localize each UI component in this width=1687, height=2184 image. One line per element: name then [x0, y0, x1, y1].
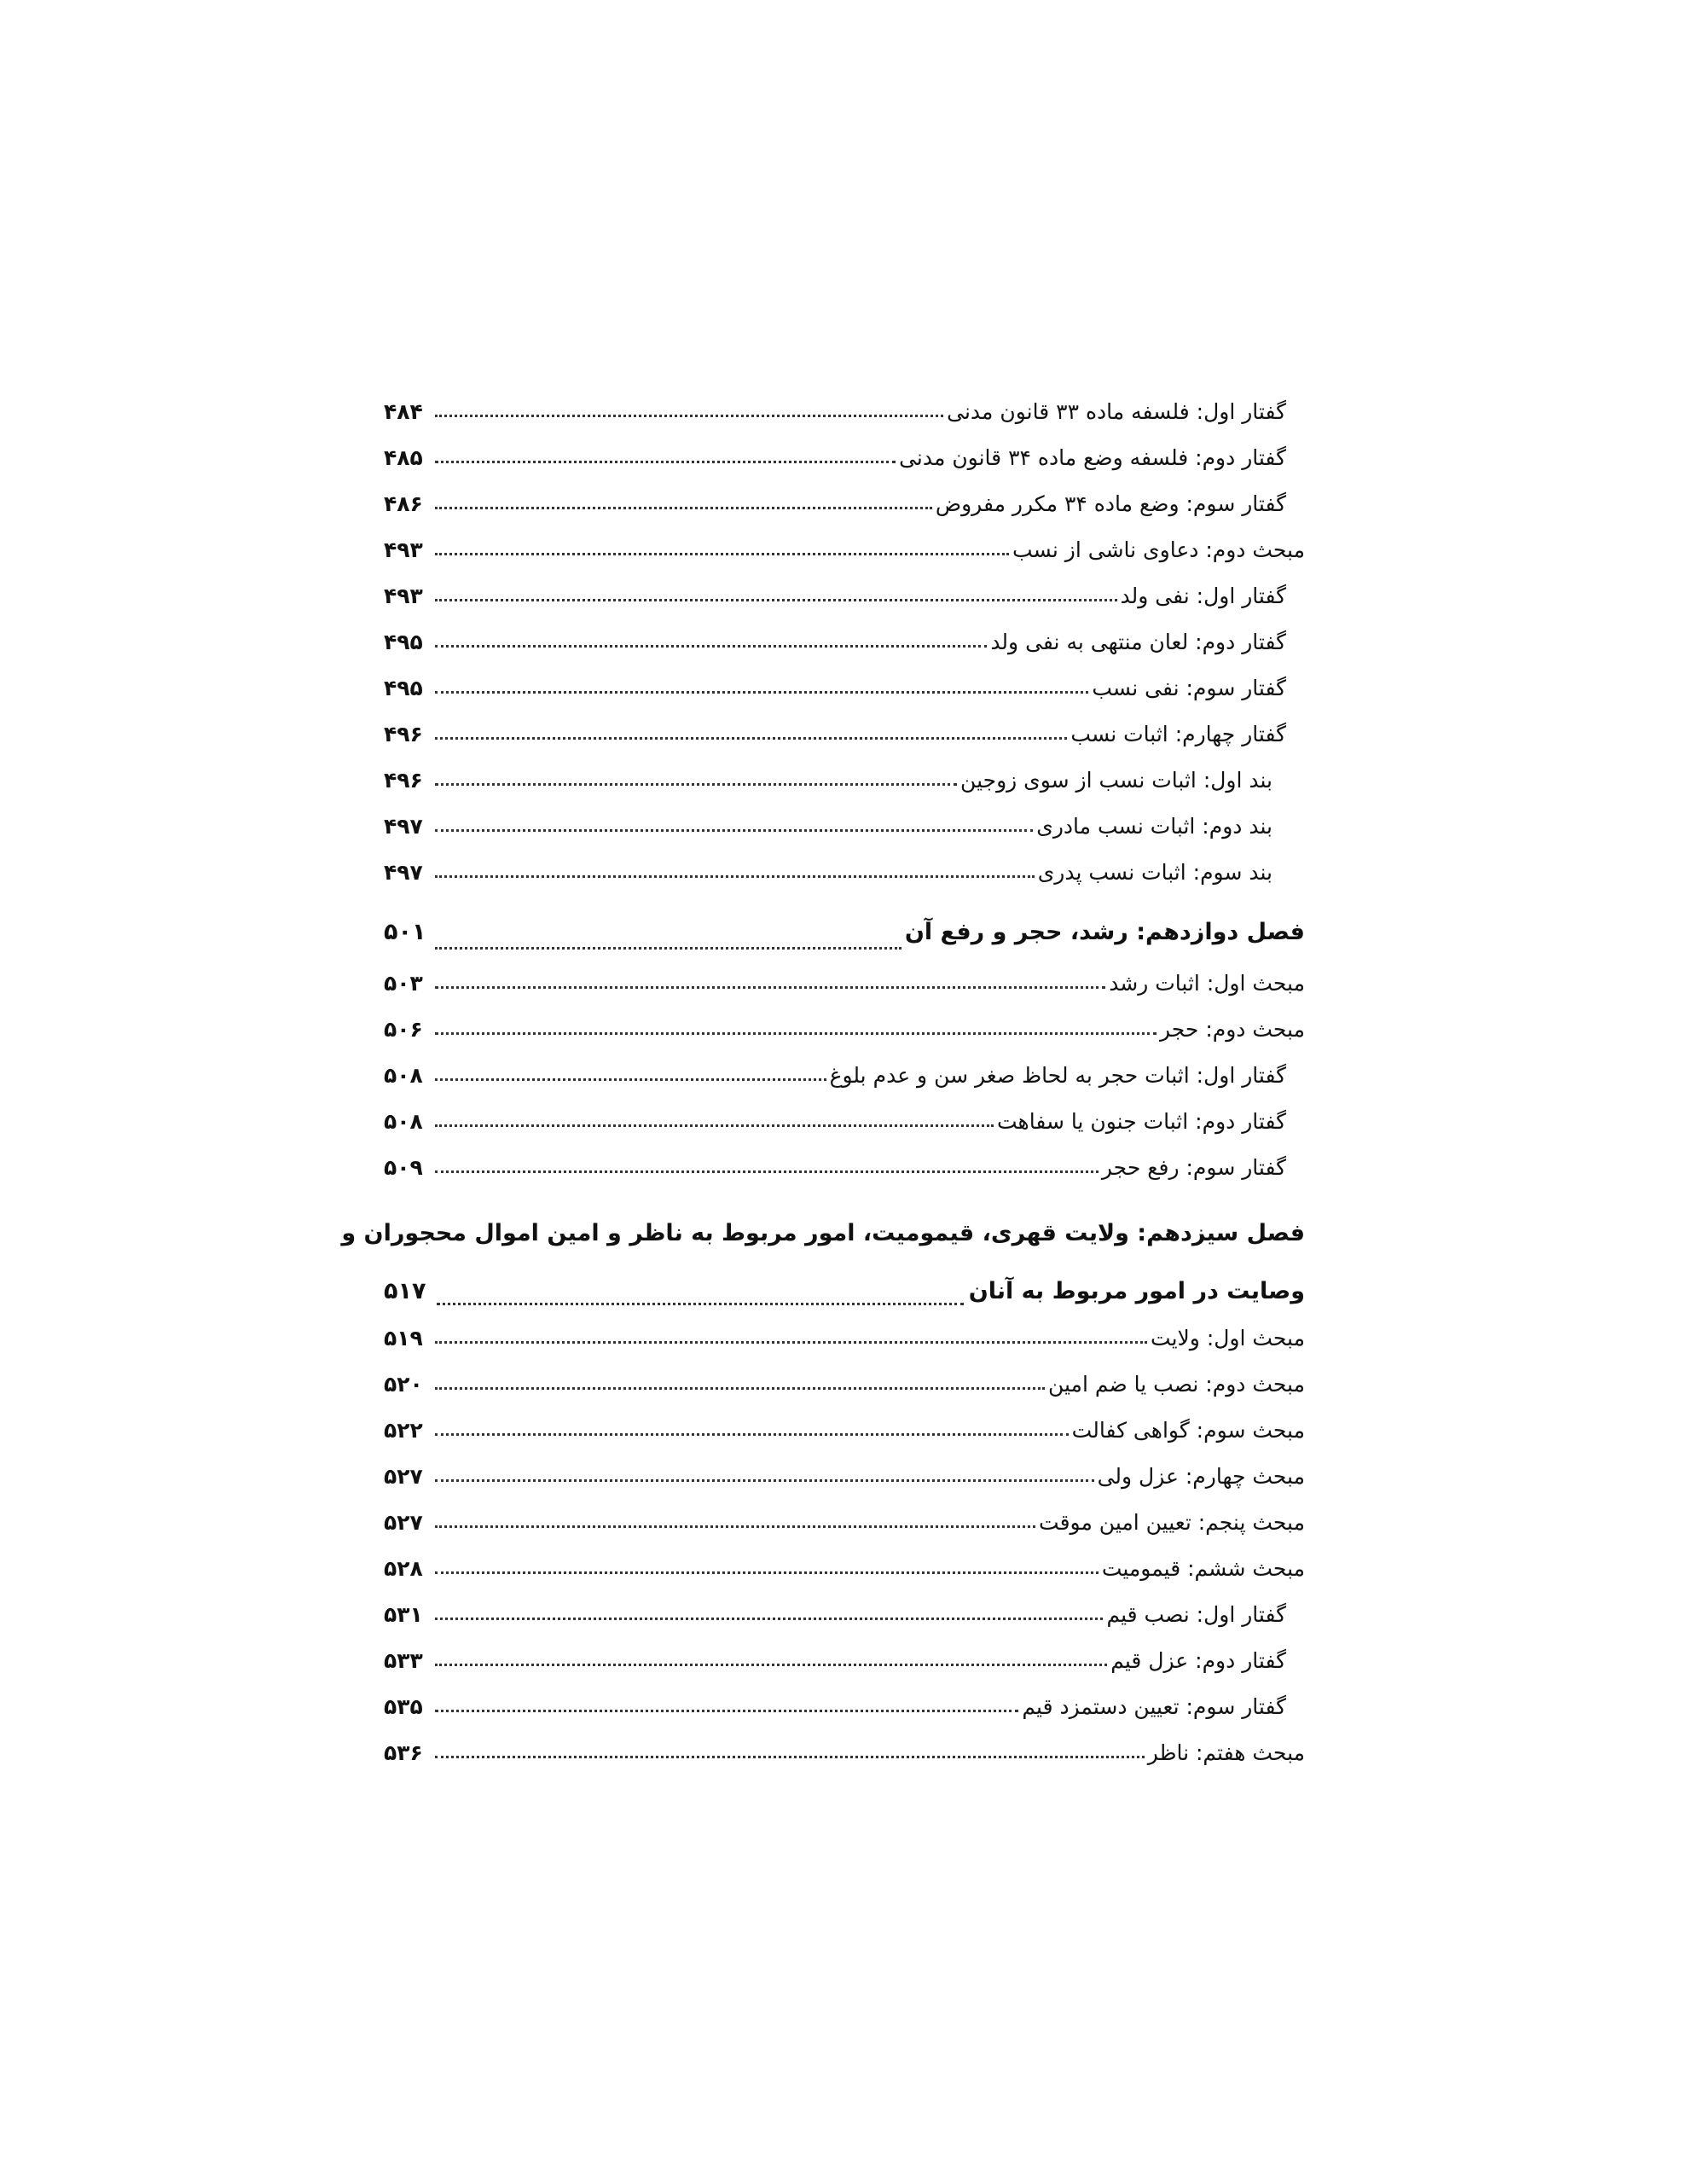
- toc-entry[interactable]: [384, 669, 1305, 715]
- toc-entry-page: ۵۳۵: [384, 1694, 423, 1719]
- leader-dots: [435, 437, 896, 463]
- toc-entry[interactable]: [384, 1411, 1305, 1457]
- toc-entry[interactable]: [384, 577, 1305, 623]
- leader-dots: [435, 1640, 1107, 1666]
- toc-entry-title: بند سوم: اثبات نسب پدری: [1037, 860, 1272, 885]
- toc-entry-title: گفتار سوم: نفی نسب: [1092, 676, 1286, 700]
- leader-dots: [435, 1409, 1069, 1436]
- toc-entry-title: مبحث پنجم: تعیین امین موقت: [1039, 1510, 1305, 1535]
- leader-dots: [435, 1455, 1094, 1482]
- toc-entry-page: ۴۸۴: [384, 399, 423, 424]
- toc-entry-title: گفتار اول: نصب قیم: [1106, 1602, 1286, 1627]
- toc-entry-title: مبحث سوم: گواهی کفالت: [1071, 1418, 1305, 1443]
- toc-entry[interactable]: [384, 1457, 1305, 1503]
- leader-dots: [435, 391, 943, 417]
- leader-dots: [435, 805, 1033, 832]
- leader-dots: [435, 928, 901, 950]
- toc-entry-title: گفتار سوم: تعیین دستمزد قیم: [1022, 1694, 1286, 1719]
- chapter-title-line1: فصل سیزدهم: ولایت قهری، قیمومیت، امور مربوط به ناظر و امین اموال محجوران و: [341, 1220, 1305, 1246]
- toc-entry[interactable]: [384, 1319, 1305, 1365]
- toc-entry[interactable]: [384, 485, 1305, 531]
- toc-entry[interactable]: [384, 439, 1305, 485]
- toc-entry-title: بند دوم: اثبات نسب مادری: [1036, 814, 1272, 839]
- leader-dots: [435, 1686, 1018, 1712]
- toc-entry-title: مبحث هفتم: ناظر: [1147, 1740, 1305, 1765]
- toc-entry-page: ۵۲۷: [384, 1464, 423, 1489]
- toc-entry-page: ۴۹۶: [384, 722, 423, 746]
- toc-entry-page: ۵۲۲: [384, 1418, 423, 1443]
- toc-entry-title: مبحث دوم: حجر: [1159, 1017, 1305, 1042]
- toc-entry-title: مبحث ششم: قیمومیت: [1101, 1556, 1305, 1581]
- chapter-page: ۵۱۷: [384, 1277, 426, 1304]
- leader-dots: [435, 1101, 994, 1127]
- leader-dots: [435, 713, 1067, 740]
- toc-entry[interactable]: [384, 1734, 1305, 1780]
- leader-dots: [435, 1147, 1099, 1173]
- toc-entry[interactable]: [384, 1148, 1305, 1194]
- chapter-title-line2: وصایت در امور مربوط به آنان: [968, 1277, 1305, 1304]
- toc-entry[interactable]: [384, 1549, 1305, 1595]
- leader-dots: [435, 529, 1009, 555]
- toc-entry-page: ۵۲۷: [384, 1510, 423, 1535]
- leader-dots: [435, 1363, 1045, 1390]
- toc-entry-title: مبحث دوم: نصب یا ضم امین: [1047, 1372, 1305, 1397]
- toc-entry-page: ۴۸۶: [384, 491, 423, 516]
- leader-dots: [435, 1502, 1035, 1528]
- toc-entry-page: ۵۰۸: [384, 1109, 423, 1134]
- toc-entry-title: مبحث اول: اثبات رشد: [1109, 971, 1305, 996]
- leader-dots: [435, 667, 1088, 694]
- toc-entry[interactable]: [384, 531, 1305, 577]
- leader-dots: [435, 1548, 1099, 1574]
- leader-dots: [435, 1054, 826, 1081]
- toc-entry-page: ۵۱۹: [384, 1326, 423, 1350]
- leader-dots: [435, 1008, 1157, 1035]
- toc-entry-page: ۴۹۳: [384, 537, 423, 562]
- toc-entry-title: گفتار دوم: اثبات جنون یا سفاهت: [996, 1109, 1286, 1134]
- toc-entry-page: ۵۰۶: [384, 1017, 423, 1042]
- toc-entry-title: مبحث اول: ولایت: [1151, 1326, 1305, 1350]
- toc-entry[interactable]: [384, 1595, 1305, 1641]
- leader-dots: [435, 575, 1117, 601]
- toc-entry-page: ۵۲۸: [384, 1556, 423, 1581]
- toc-entry-page: ۵۳۳: [384, 1648, 423, 1673]
- toc-entry-title: گفتار چهارم: اثبات نسب: [1070, 722, 1286, 746]
- toc-entry[interactable]: [384, 1687, 1305, 1734]
- toc-entry-title: گفتار دوم: عزل قیم: [1110, 1648, 1286, 1673]
- toc-entry[interactable]: [384, 853, 1305, 899]
- chapter-title-row2: [384, 1264, 1305, 1317]
- toc-entry[interactable]: [384, 392, 1305, 439]
- toc-entry-title: گفتار اول: اثبات حجر به لحاظ صغر سن و عدم بلوغ: [829, 1063, 1286, 1088]
- toc-entry-page: ۴۹۶: [384, 768, 423, 793]
- leader-dots: [435, 1594, 1103, 1620]
- toc-entry-title: گفتار اول: نفی ولد: [1120, 584, 1286, 608]
- toc-entry-title: گفتار دوم: فلسفه وضع ماده ۳۴ قانون مدنی: [899, 445, 1286, 470]
- toc-entry-title: گفتار سوم: رفع حجر: [1101, 1155, 1286, 1180]
- toc-entry-title: گفتار اول: فلسفه ماده ۳۳ قانون مدنی: [947, 399, 1286, 424]
- toc-chapter-12[interactable]: [384, 899, 1305, 964]
- leader-dots: [435, 759, 957, 786]
- leader-dots: [435, 483, 932, 509]
- toc-entry-page: ۴۹۳: [384, 584, 423, 608]
- leader-dots: [435, 962, 1105, 989]
- toc-entry[interactable]: [384, 715, 1305, 761]
- toc-entry-page: ۵۳۶: [384, 1740, 423, 1765]
- toc-entry-title: مبحث چهارم: عزل ولی: [1097, 1464, 1305, 1489]
- toc-entry[interactable]: [384, 1010, 1305, 1056]
- leader-dots: [435, 1317, 1147, 1344]
- toc-entry-page: ۴۸۵: [384, 445, 423, 470]
- chapter-page: ۵۰۱: [384, 918, 426, 945]
- toc-entry-title: بند اول: اثبات نسب از سوی زوجین: [960, 768, 1272, 793]
- toc-entry[interactable]: [384, 1641, 1305, 1687]
- table-of-contents: [341, 392, 1305, 1780]
- toc-entry-page: ۵۰۹: [384, 1155, 423, 1180]
- chapter-title: فصل دوازدهم: رشد، حجر و رفع آن: [904, 918, 1305, 945]
- toc-entry-page: ۵۳۱: [384, 1602, 423, 1627]
- toc-entry[interactable]: [384, 1503, 1305, 1549]
- toc-entry[interactable]: [384, 807, 1305, 853]
- leader-dots: [435, 621, 987, 648]
- toc-entry[interactable]: [384, 1056, 1305, 1102]
- leader-dots: [435, 851, 1035, 878]
- toc-entry-page: ۴۹۵: [384, 630, 423, 654]
- toc-entry-title: گفتار دوم: لعان منتهی به نفی ولد: [990, 630, 1286, 654]
- toc-entry[interactable]: [384, 1365, 1305, 1411]
- leader-dots: [435, 1732, 1145, 1758]
- leader-dots: [437, 1284, 964, 1305]
- toc-entry-title: مبحث دوم: دعاوی ناشی از نسب: [1012, 537, 1305, 562]
- toc-entry-page: ۴۹۷: [384, 814, 423, 839]
- toc-entry-page: ۵۲۰: [384, 1372, 423, 1397]
- toc-entry-page: ۵۰۸: [384, 1063, 423, 1088]
- toc-entry[interactable]: [384, 964, 1305, 1010]
- toc-entry[interactable]: [384, 1102, 1305, 1148]
- toc-entry[interactable]: [384, 623, 1305, 669]
- toc-chapter-13[interactable]: [341, 1194, 1305, 1319]
- toc-entry-page: ۴۹۵: [384, 676, 423, 700]
- toc-entry-page: ۵۰۳: [384, 971, 423, 996]
- toc-entry-page: ۴۹۷: [384, 860, 423, 885]
- toc-entry[interactable]: [384, 761, 1305, 807]
- toc-entry-title: گفتار سوم: وضع ماده ۳۴ مکرر مفروض: [935, 491, 1286, 516]
